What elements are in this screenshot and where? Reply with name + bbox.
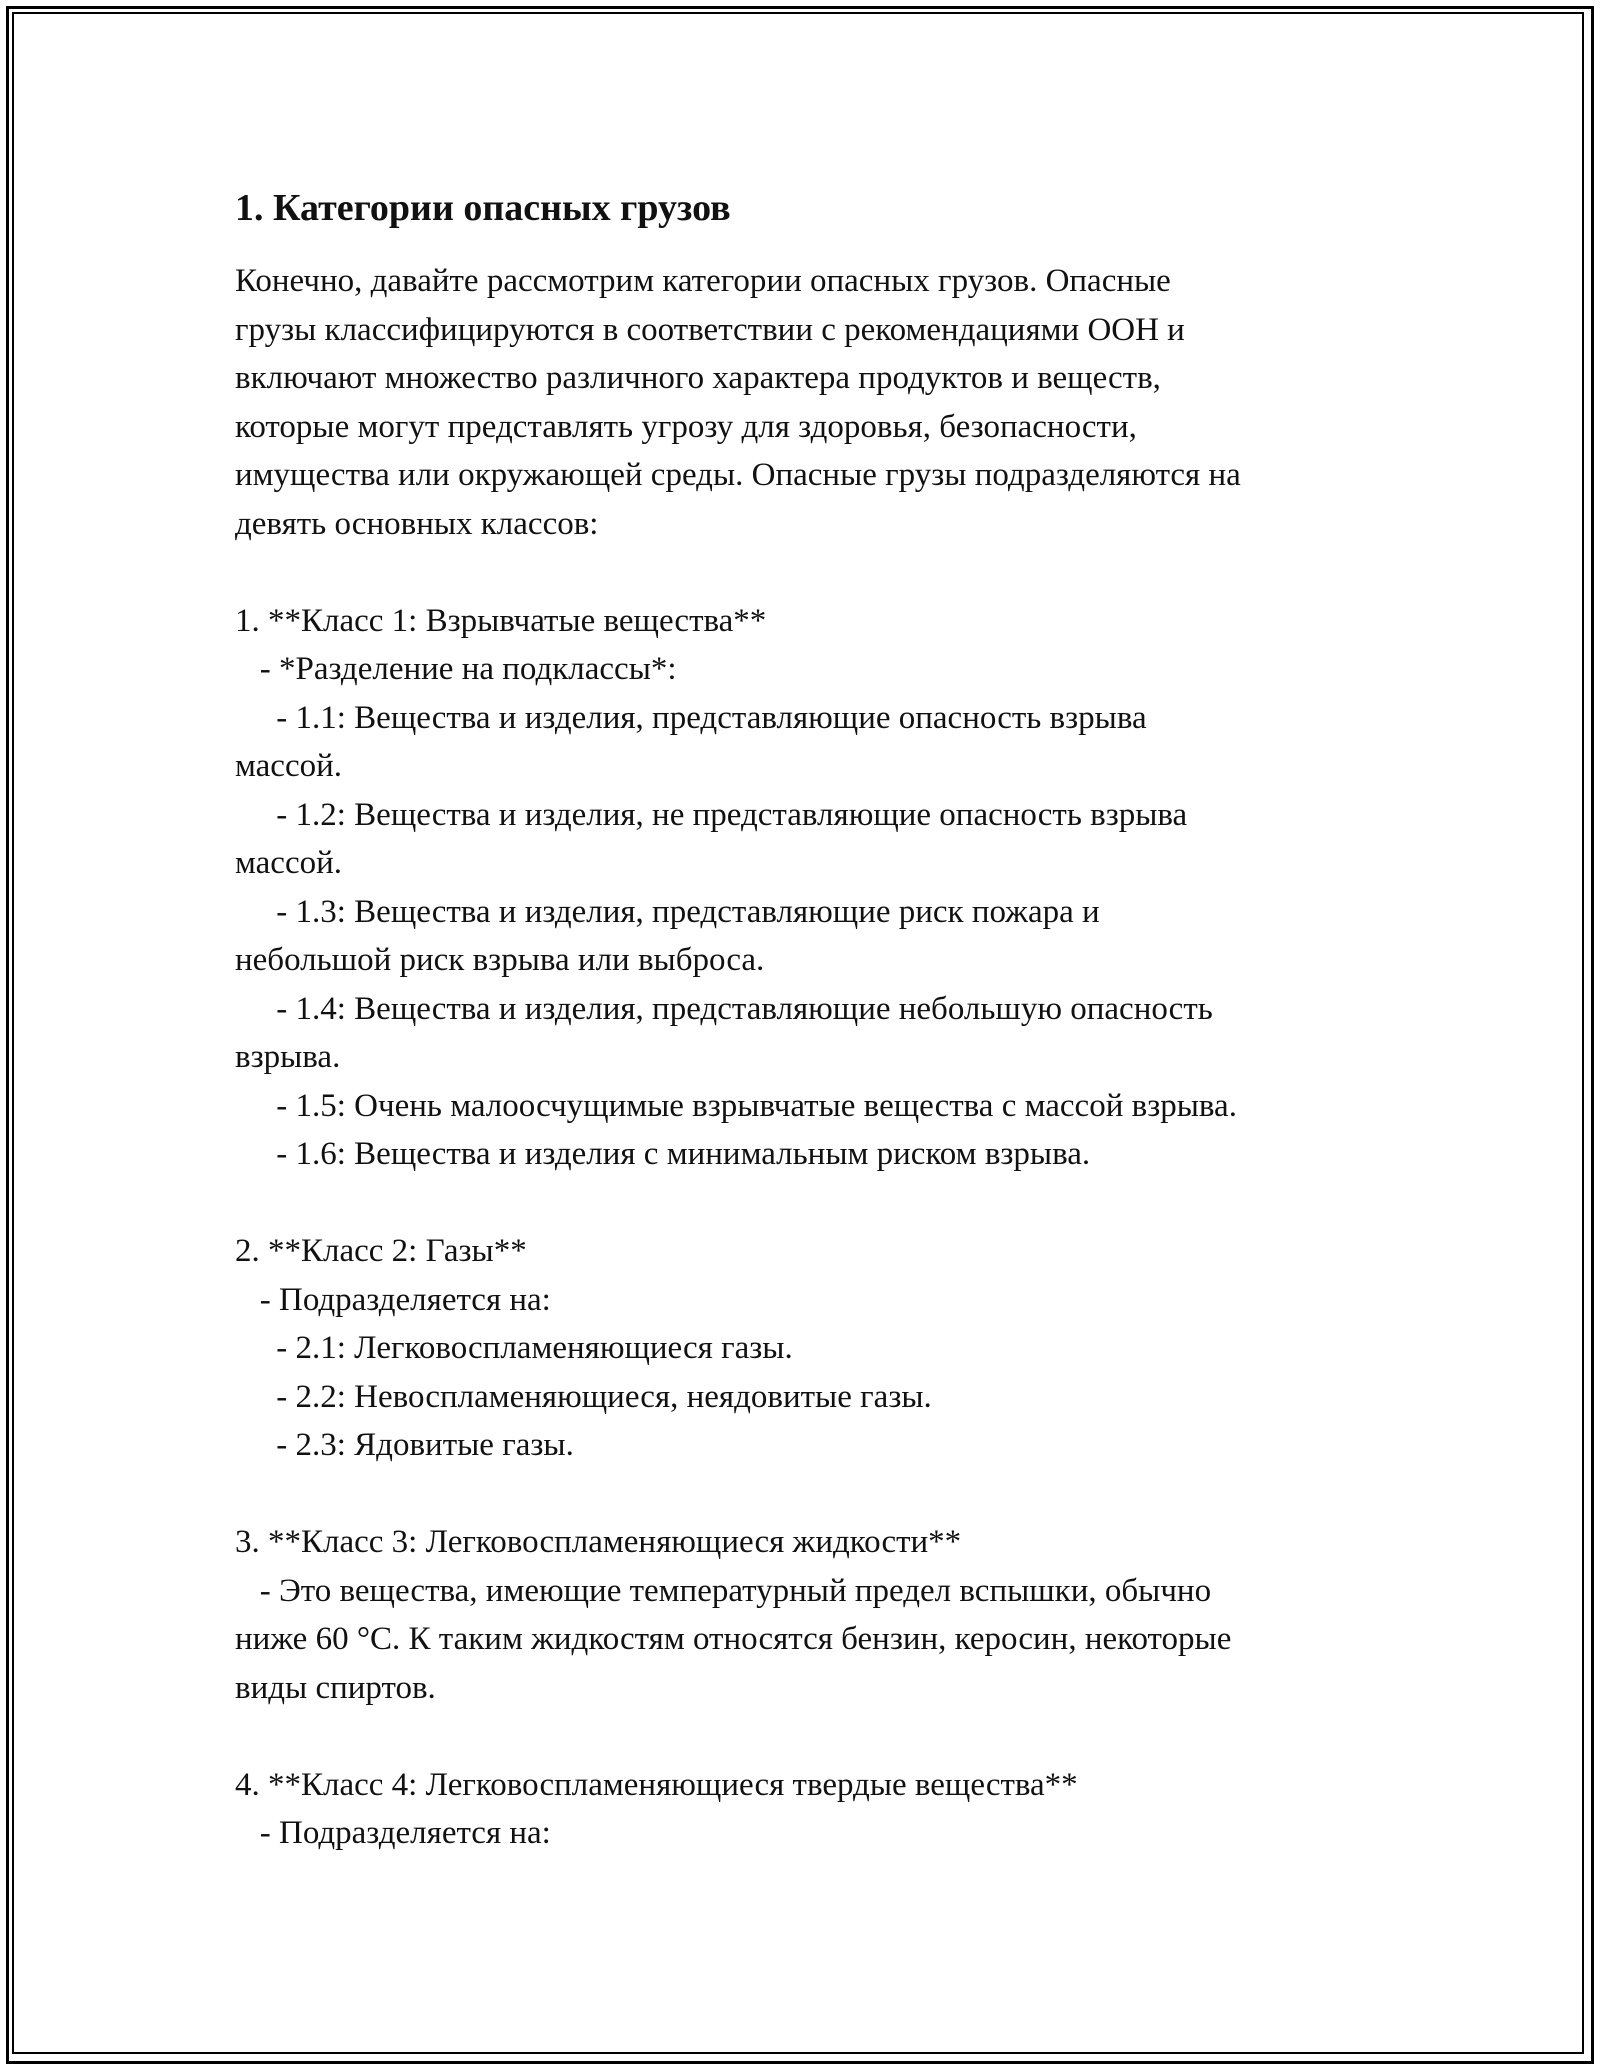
blank-line (235, 1470, 1375, 1519)
text-line: грузы классифицируются в соответствии с рекомендациями ООН и (235, 311, 1185, 348)
list-item-class-3: 3. **Класс 3: Легковоспламеняющиеся жидкости** (235, 1524, 962, 1560)
text-line: девять основных классов: (235, 505, 599, 542)
text-line: массой. (235, 748, 343, 784)
text-line: - 1.2: Вещества и изделия, не представляющие опасность взрыва (235, 796, 1188, 833)
document-page (235, 185, 1375, 1858)
list-item-class-1: 1. **Класс 1: Взрывчатые вещества** (235, 602, 767, 639)
text-line: - 1.6: Вещества и изделия с минимальным риском взрыва. (235, 1136, 1091, 1172)
text-line: - 1.1: Вещества и изделия, представляющие опасность взрыва (235, 699, 1147, 736)
text-line: взрыва. (235, 1039, 341, 1075)
text-line: - 2.1: Легковоспламеняющиеся газы. (235, 1330, 793, 1366)
text-line: - Подразделяется на: (235, 1281, 551, 1318)
text-line: ниже 60 °C. К таким жидкостям относятся бензин, керосин, некоторые (235, 1621, 1232, 1657)
blank-line (235, 1712, 1375, 1761)
text-line: включают множество различного характера продуктов и веществ, (235, 360, 1161, 396)
text-line: - *Разделение на подклассы*: (235, 651, 677, 687)
text-line: - 1.4: Вещества и изделия, представляющие небольшую опасность (235, 990, 1213, 1027)
text-line: - 2.2: Невоспламеняющиеся, неядовитые газы. (235, 1378, 932, 1415)
text-line: - Это вещества, имеющие температурный предел вспышки, обычно (235, 1572, 1212, 1609)
blank-line (235, 548, 1375, 597)
document-body (235, 257, 1375, 1858)
text-line: Конечно, давайте рассмотрим категории опасных грузов. Опасные (235, 263, 1171, 299)
text-line: - 1.3: Вещества и изделия, представляющие риск пожара и (235, 893, 1100, 930)
text-line: - 2.3: Ядовитые газы. (235, 1427, 574, 1463)
text-line: небольшой риск взрыва или выброса. (235, 942, 765, 978)
text-line: - 1.5: Очень малоосчущимые взрывчатые вещества с массой взрыва. (235, 1087, 1237, 1124)
text-line: массой. (235, 845, 343, 881)
blank-line (235, 1179, 1375, 1228)
text-line: которые могут представлять угрозу для здоровья, безопасности, (235, 408, 1137, 445)
text-line: имущества или окружающей среды. Опасные грузы подразделяются на (235, 457, 1241, 493)
text-line: виды спиртов. (235, 1669, 436, 1706)
section-heading: 1. Категории опасных грузов (235, 187, 731, 229)
list-item-class-2: 2. **Класс 2: Газы** (235, 1233, 527, 1269)
list-item-class-4: 4. **Класс 4: Легковоспламеняющиеся твердые вещества** (235, 1766, 1078, 1803)
text-line: - Подразделяется на: (235, 1815, 551, 1851)
